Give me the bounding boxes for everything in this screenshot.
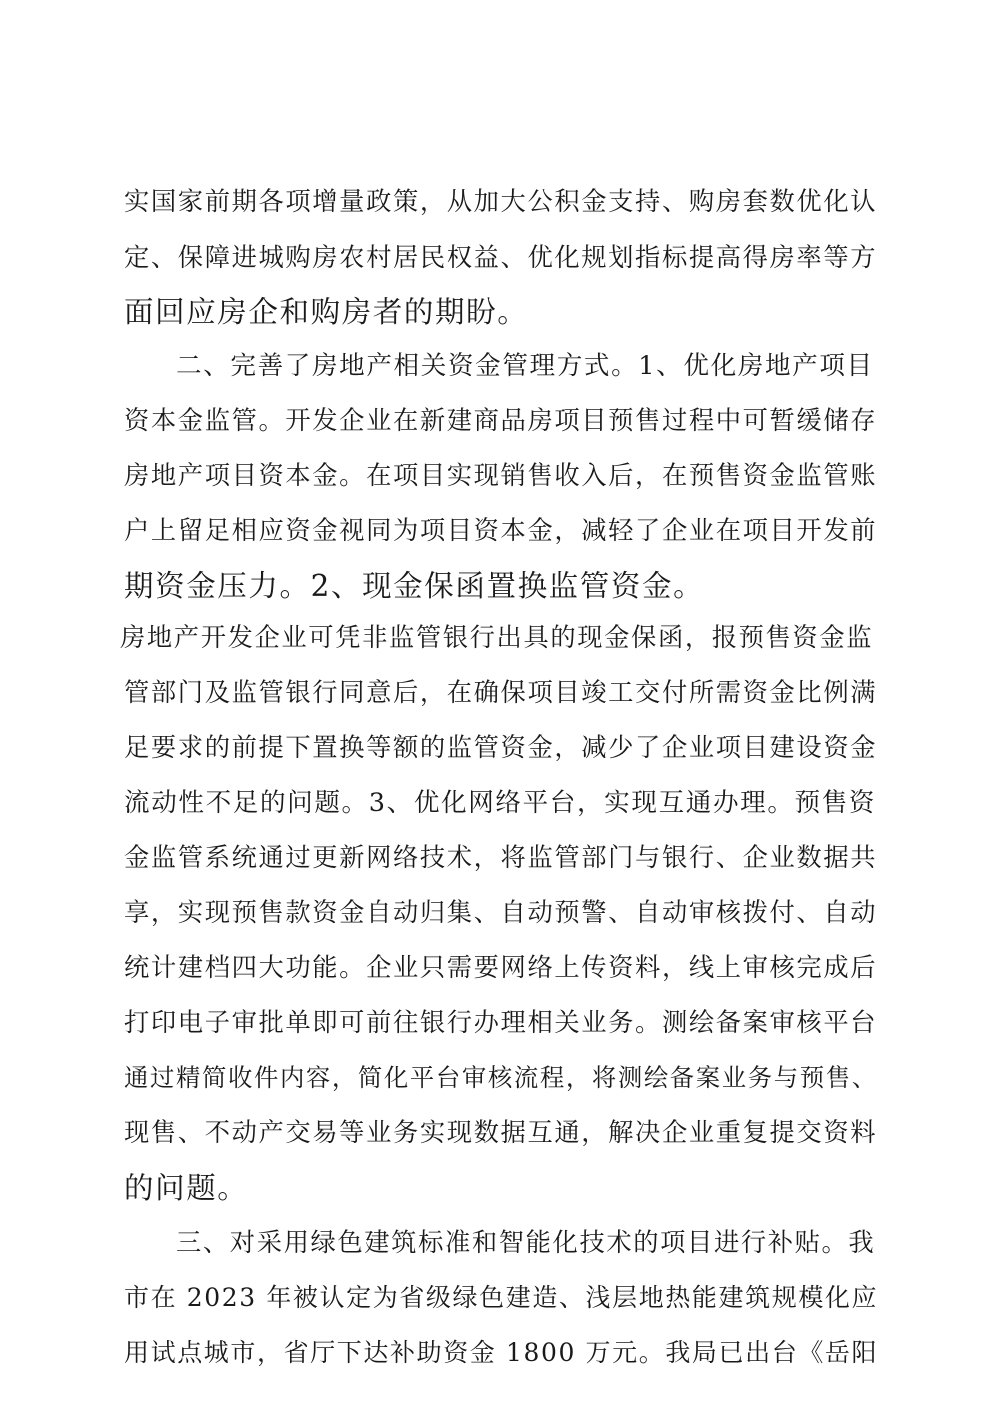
section-heading-line: 二、完善了房地产相关资金管理方式。1、优化房地产项目	[176, 351, 874, 381]
text-line: 金监管系统通过更新网络技术，将监管部门与银行、企业数据共	[124, 843, 878, 872]
text-line: 通过精简收件内容，简化平台审核流程，将测绘备案业务与预售、	[124, 1063, 878, 1092]
text-line: 管部门及监管银行同意后，在确保项目竣工交付所需资金比例满	[124, 678, 878, 707]
text-line: 现售、不动产交易等业务实现数据互通，解决企业重复提交资料	[124, 1118, 878, 1147]
text-line: 享，实现预售款资金自动归集、自动预警、自动审核拨付、自动	[124, 898, 878, 927]
text-line: 房地产开发企业可凭非监管银行出具的现金保函，报预售资金监	[120, 623, 874, 652]
text-line: 资本金监管。开发企业在新建商品房项目预售过程中可暂缓储存	[124, 406, 878, 435]
text-line: 面回应房企和购房者的期盼。	[124, 295, 529, 329]
text-line: 统计建档四大功能。企业只需要网络上传资料，线上审核完成后	[124, 953, 878, 982]
text-line: 打印电子审批单即可前往银行办理相关业务。测绘备案审核平台	[124, 1008, 878, 1037]
text-line: 实国家前期各项增量政策，从加大公积金支持、购房套数优化认	[124, 187, 878, 216]
text-line: 足要求的前提下置换等额的监管资金，减少了企业项目建设资金	[124, 733, 878, 762]
text-line: 用试点城市，省厅下达补助资金 1800 万元。我局已出台《岳阳	[124, 1338, 879, 1367]
text-line: 的问题。	[124, 1171, 249, 1205]
text-line: 户上留足相应资金视同为项目资本金，减轻了企业在项目开发前	[124, 516, 878, 545]
text-line: 流动性不足的问题。3、优化网络平台，实现互通办理。预售资	[124, 788, 877, 818]
text-line: 市在 2023 年被认定为省级绿色建造、浅层地热能建筑规模化应	[124, 1283, 879, 1312]
text-line: 期资金压力。2、现金保函置换监管资金。	[124, 569, 705, 603]
text-line: 房地产项目资本金。在项目实现销售收入后，在预售资金监管账	[124, 461, 878, 490]
text-line: 定、保障进城购房农村居民权益、优化规划指标提高得房率等方	[124, 243, 878, 272]
section-heading-line: 三、对采用绿色建筑标准和智能化技术的项目进行补贴。我	[176, 1228, 876, 1257]
